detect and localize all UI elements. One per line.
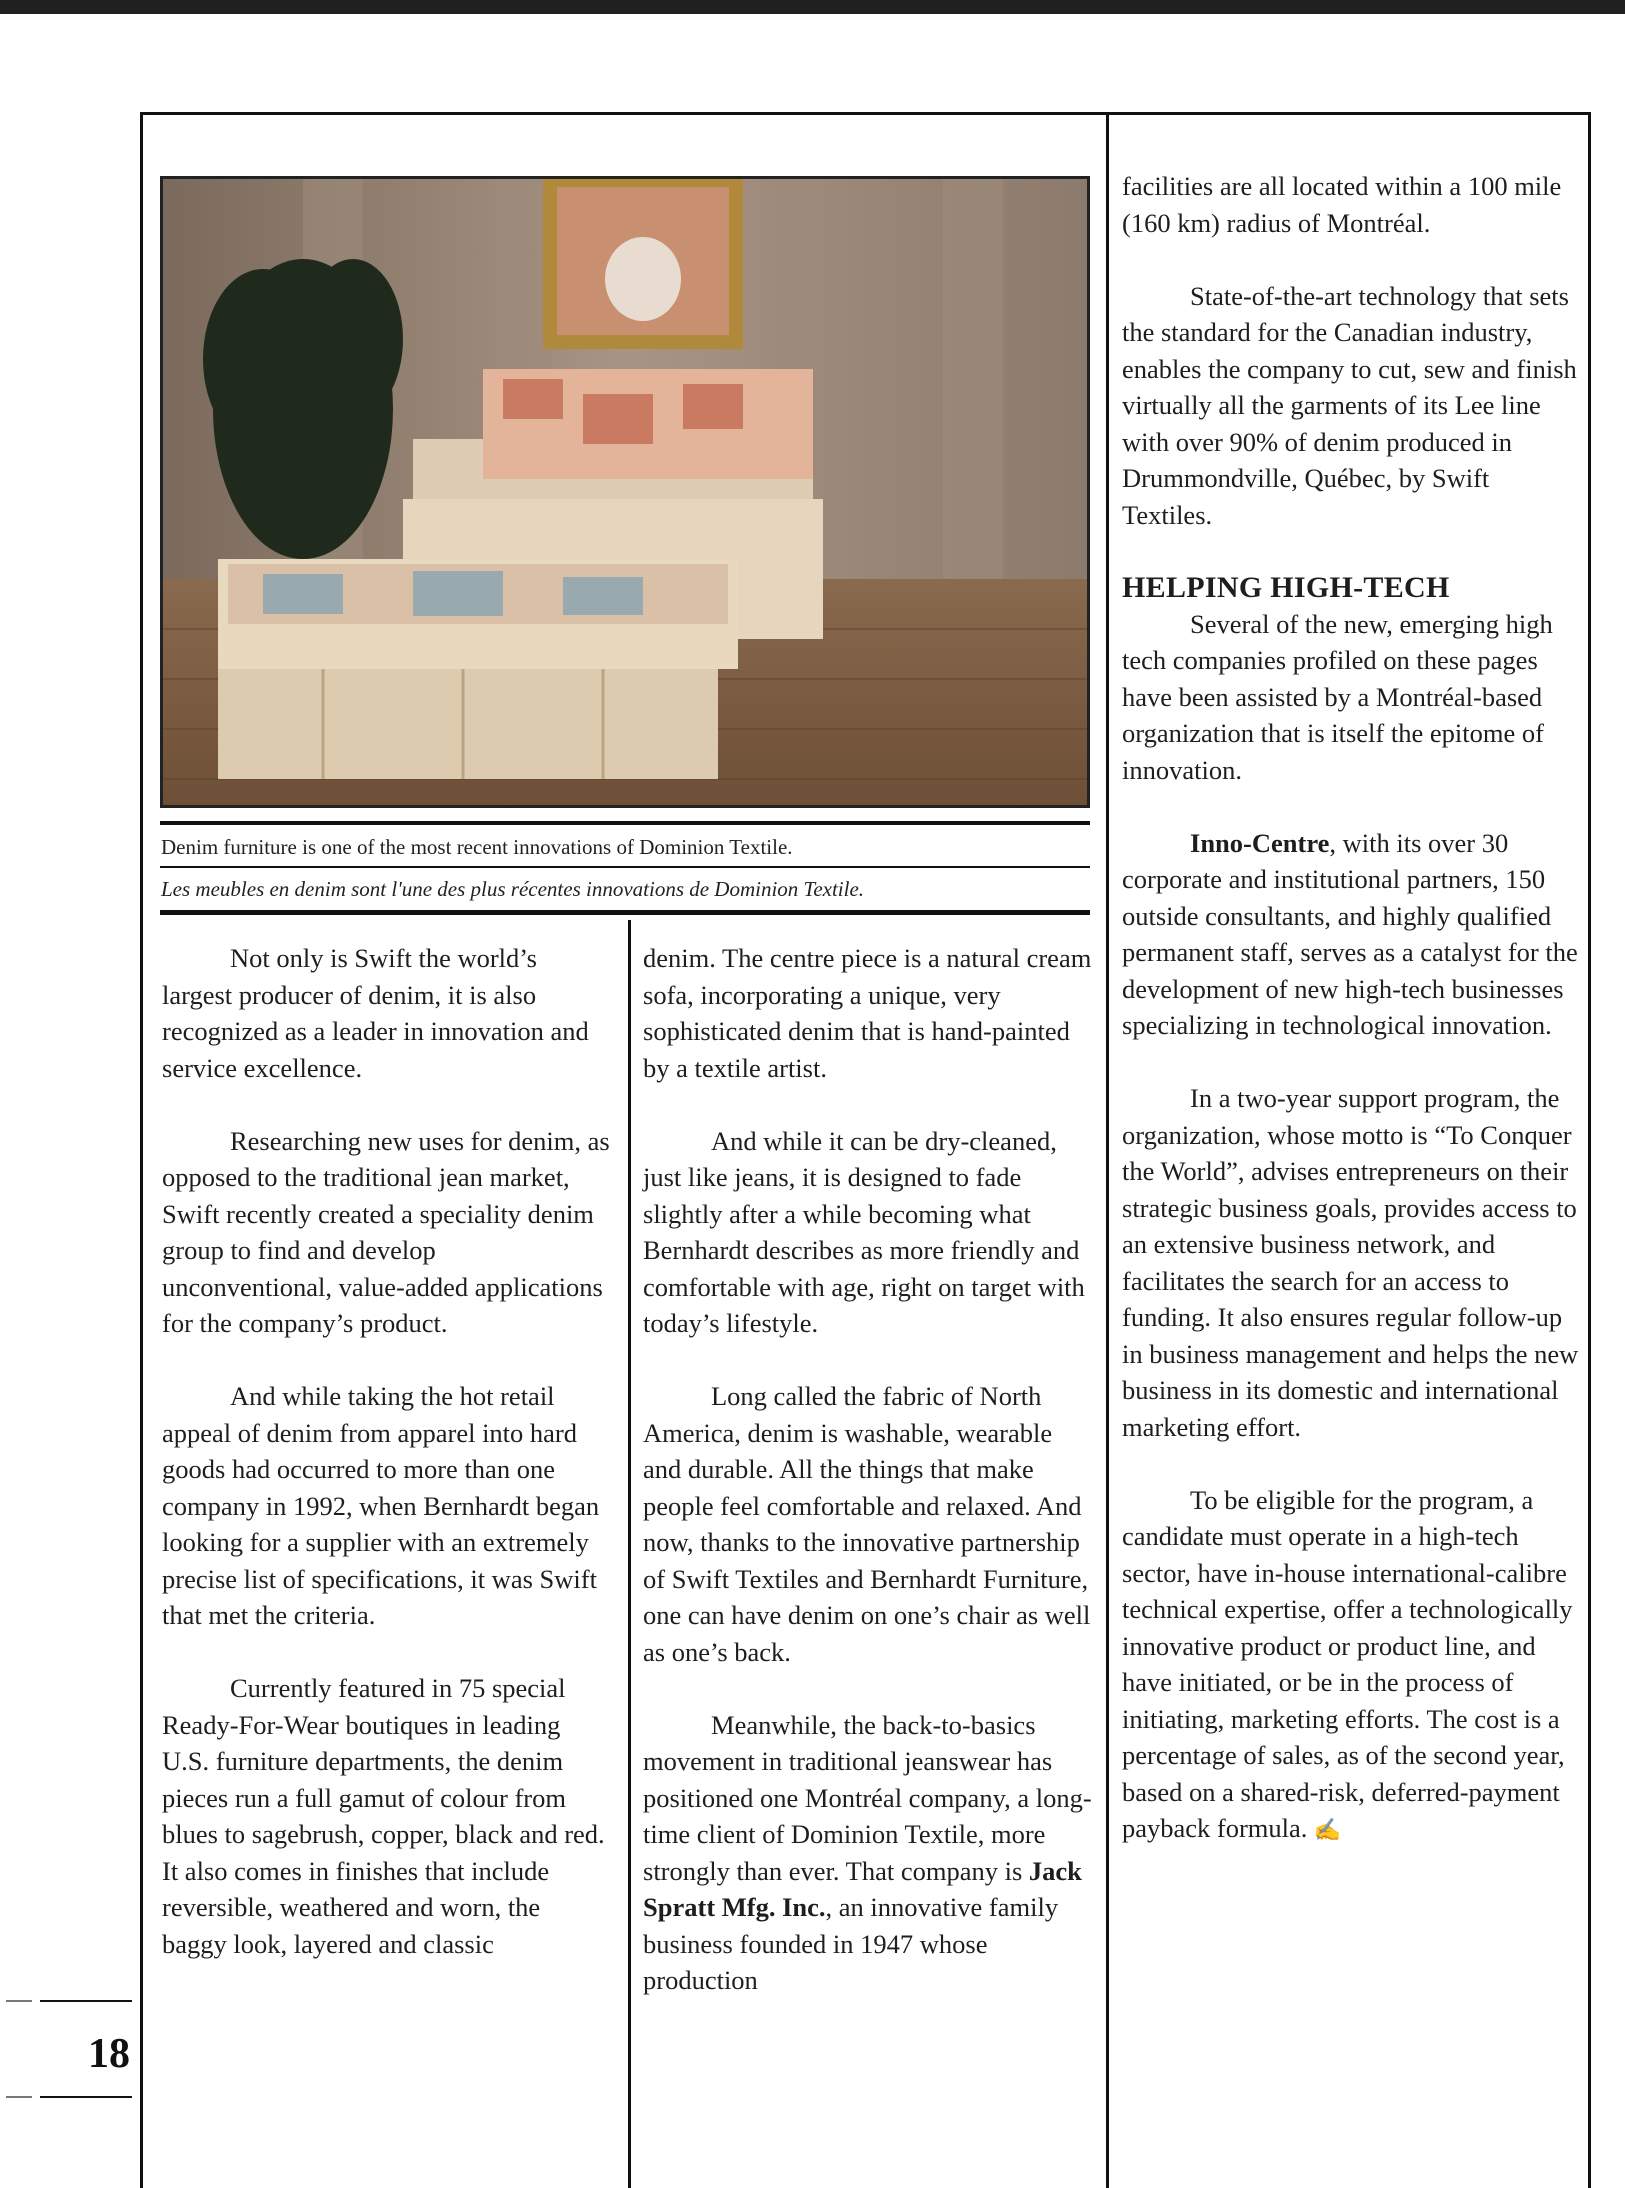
caption-rule-middle xyxy=(160,866,1090,868)
pen-signature-icon: ✍ xyxy=(1313,1817,1341,1842)
paragraph: Several of the new, emerging high tech companies profiled on these pages have been assisted by a Montréal-based organization that is itself the epitome of innovation. xyxy=(1122,608,1553,785)
column-divider-1 xyxy=(628,920,631,2188)
paragraph: In a two-year support program, the organization, whose motto is “To Conquer the World”, advises entrepreneurs on their strategic business goals, provides access to an extensive business network, and facilitates the search for an access to funding. It also ensures regular follow-up in business management and helps the new business in its domestic and international marketing effort. xyxy=(1122,1083,1579,1442)
paragraph: And while it can be dry-cleaned, just like jeans, it is designed to fade slightly after a while becoming what Bernhardt describes as more friendly and comfortable with age, right on target with today’s lifestyle. xyxy=(643,1125,1085,1338)
paragraph: Currently featured in 75 special Ready-For-Wear boutiques in leading U.S. furniture departments, the denim pieces run a full gamut of colour from blues to sagebrush, copper, black and red. It also comes in finishes that include reversible, weathered and worn, the baggy look, layered and classic xyxy=(162,1673,605,1959)
frame-right-rule xyxy=(1588,112,1591,2188)
paragraph: Researching new uses for denim, as opposed to the traditional jean market, Swift recently created a speciality denim group to find and develop unconventional, value-added applications for the company’s product. xyxy=(162,1125,610,1338)
paragraph-text: To be eligible for the program, a candidate must operate in a high-tech sector, have in-house international-calibre technical expertise, offer a technologically innovative product or product line, and have initiated, or be in the process of initiating, marketing efforts. The cost is a percentage of sales, as of the second year, based on a shared-risk, deferred-payment payback formula. xyxy=(1122,1484,1573,1843)
section-heading: HELPING HIGH-TECH xyxy=(1122,570,1450,604)
article-column-2 xyxy=(643,940,1093,1999)
scan-top-border xyxy=(0,0,1625,14)
paragraph-text: , an innovative family business founded in 1947 whose production xyxy=(643,1892,1059,1995)
paragraph: And while taking the hot retail appeal of denim from apparel into hard goods had occurred to more than one company in 1992, when Bernhardt began looking for a supplier with an extremely precise list of specifications, it was Swift that met the criteria. xyxy=(162,1381,600,1630)
caption-rule-top xyxy=(160,821,1090,825)
paragraph xyxy=(643,1707,1093,1999)
company-name: Jack Spratt Mfg. Inc. xyxy=(643,1855,1082,1922)
page-number-block xyxy=(40,2000,132,2098)
article-column-1 xyxy=(162,940,610,1962)
furniture-photo xyxy=(160,176,1090,808)
frame-left-rule xyxy=(140,112,143,2188)
frame-top-rule xyxy=(140,112,1590,115)
column-divider-2 xyxy=(1106,112,1109,2188)
paragraph: facilities are all located within a 100 mile (160 km) radius of Montréal. xyxy=(1122,171,1562,238)
caption-rule-bottom xyxy=(160,910,1090,915)
margin-tick xyxy=(6,2096,32,2098)
organization-name: Inno-Centre xyxy=(1190,827,1330,858)
paragraph: State-of-the-art technology that sets the standard for the Canadian industry, enables the company to cut, sew and finish virtually all the garments of its Lee line with over 90% of denim produced in Drummondville, Québec, by Swift Textiles. xyxy=(1122,280,1577,530)
page-number-rule-bottom xyxy=(40,2096,132,2098)
paragraph: denim. The centre piece is a natural cream sofa, incorporating a unique, very sophisticated denim that is hand-painted by a textile artist. xyxy=(643,943,1092,1083)
paragraph: Long called the fabric of North America, denim is washable, wearable and durable. All the things that make people feel comfortable and relaxed. And now, thanks to the innovative partnership of Swift Textiles and Bernhardt Furniture, one can have denim on one’s chair as well as one’s back. xyxy=(643,1381,1091,1667)
paragraph: Not only is Swift the world’s largest producer of denim, it is also recognized as a leader in innovation and service excellence. xyxy=(162,943,589,1083)
page-number: 18 xyxy=(88,2031,130,2077)
paragraph-text: Meanwhile, the back-to-basics movement in traditional jeanswear has positioned one Montréal company, a long-time client of Dominion Textile, more strongly than ever. That company is xyxy=(643,1709,1092,1886)
paragraph xyxy=(1122,1482,1582,1849)
page-number-rule-top xyxy=(40,2000,132,2002)
caption-french: Les meubles en denim sont l'une des plus récentes innovations de Dominion Textile. xyxy=(161,877,865,901)
article-column-3 xyxy=(1122,168,1582,1849)
paragraph-text: , with its over 30 corporate and institutional partners, 150 outside consultants, and highly qualified permanent staff, serves as a catalyst for the development of new high-tech businesses specializing in technological innovation. xyxy=(1122,827,1578,1040)
caption-english: Denim furniture is one of the most recent innovations of Dominion Textile. xyxy=(161,835,793,859)
margin-tick xyxy=(6,2000,32,2002)
paragraph xyxy=(1122,825,1582,1044)
